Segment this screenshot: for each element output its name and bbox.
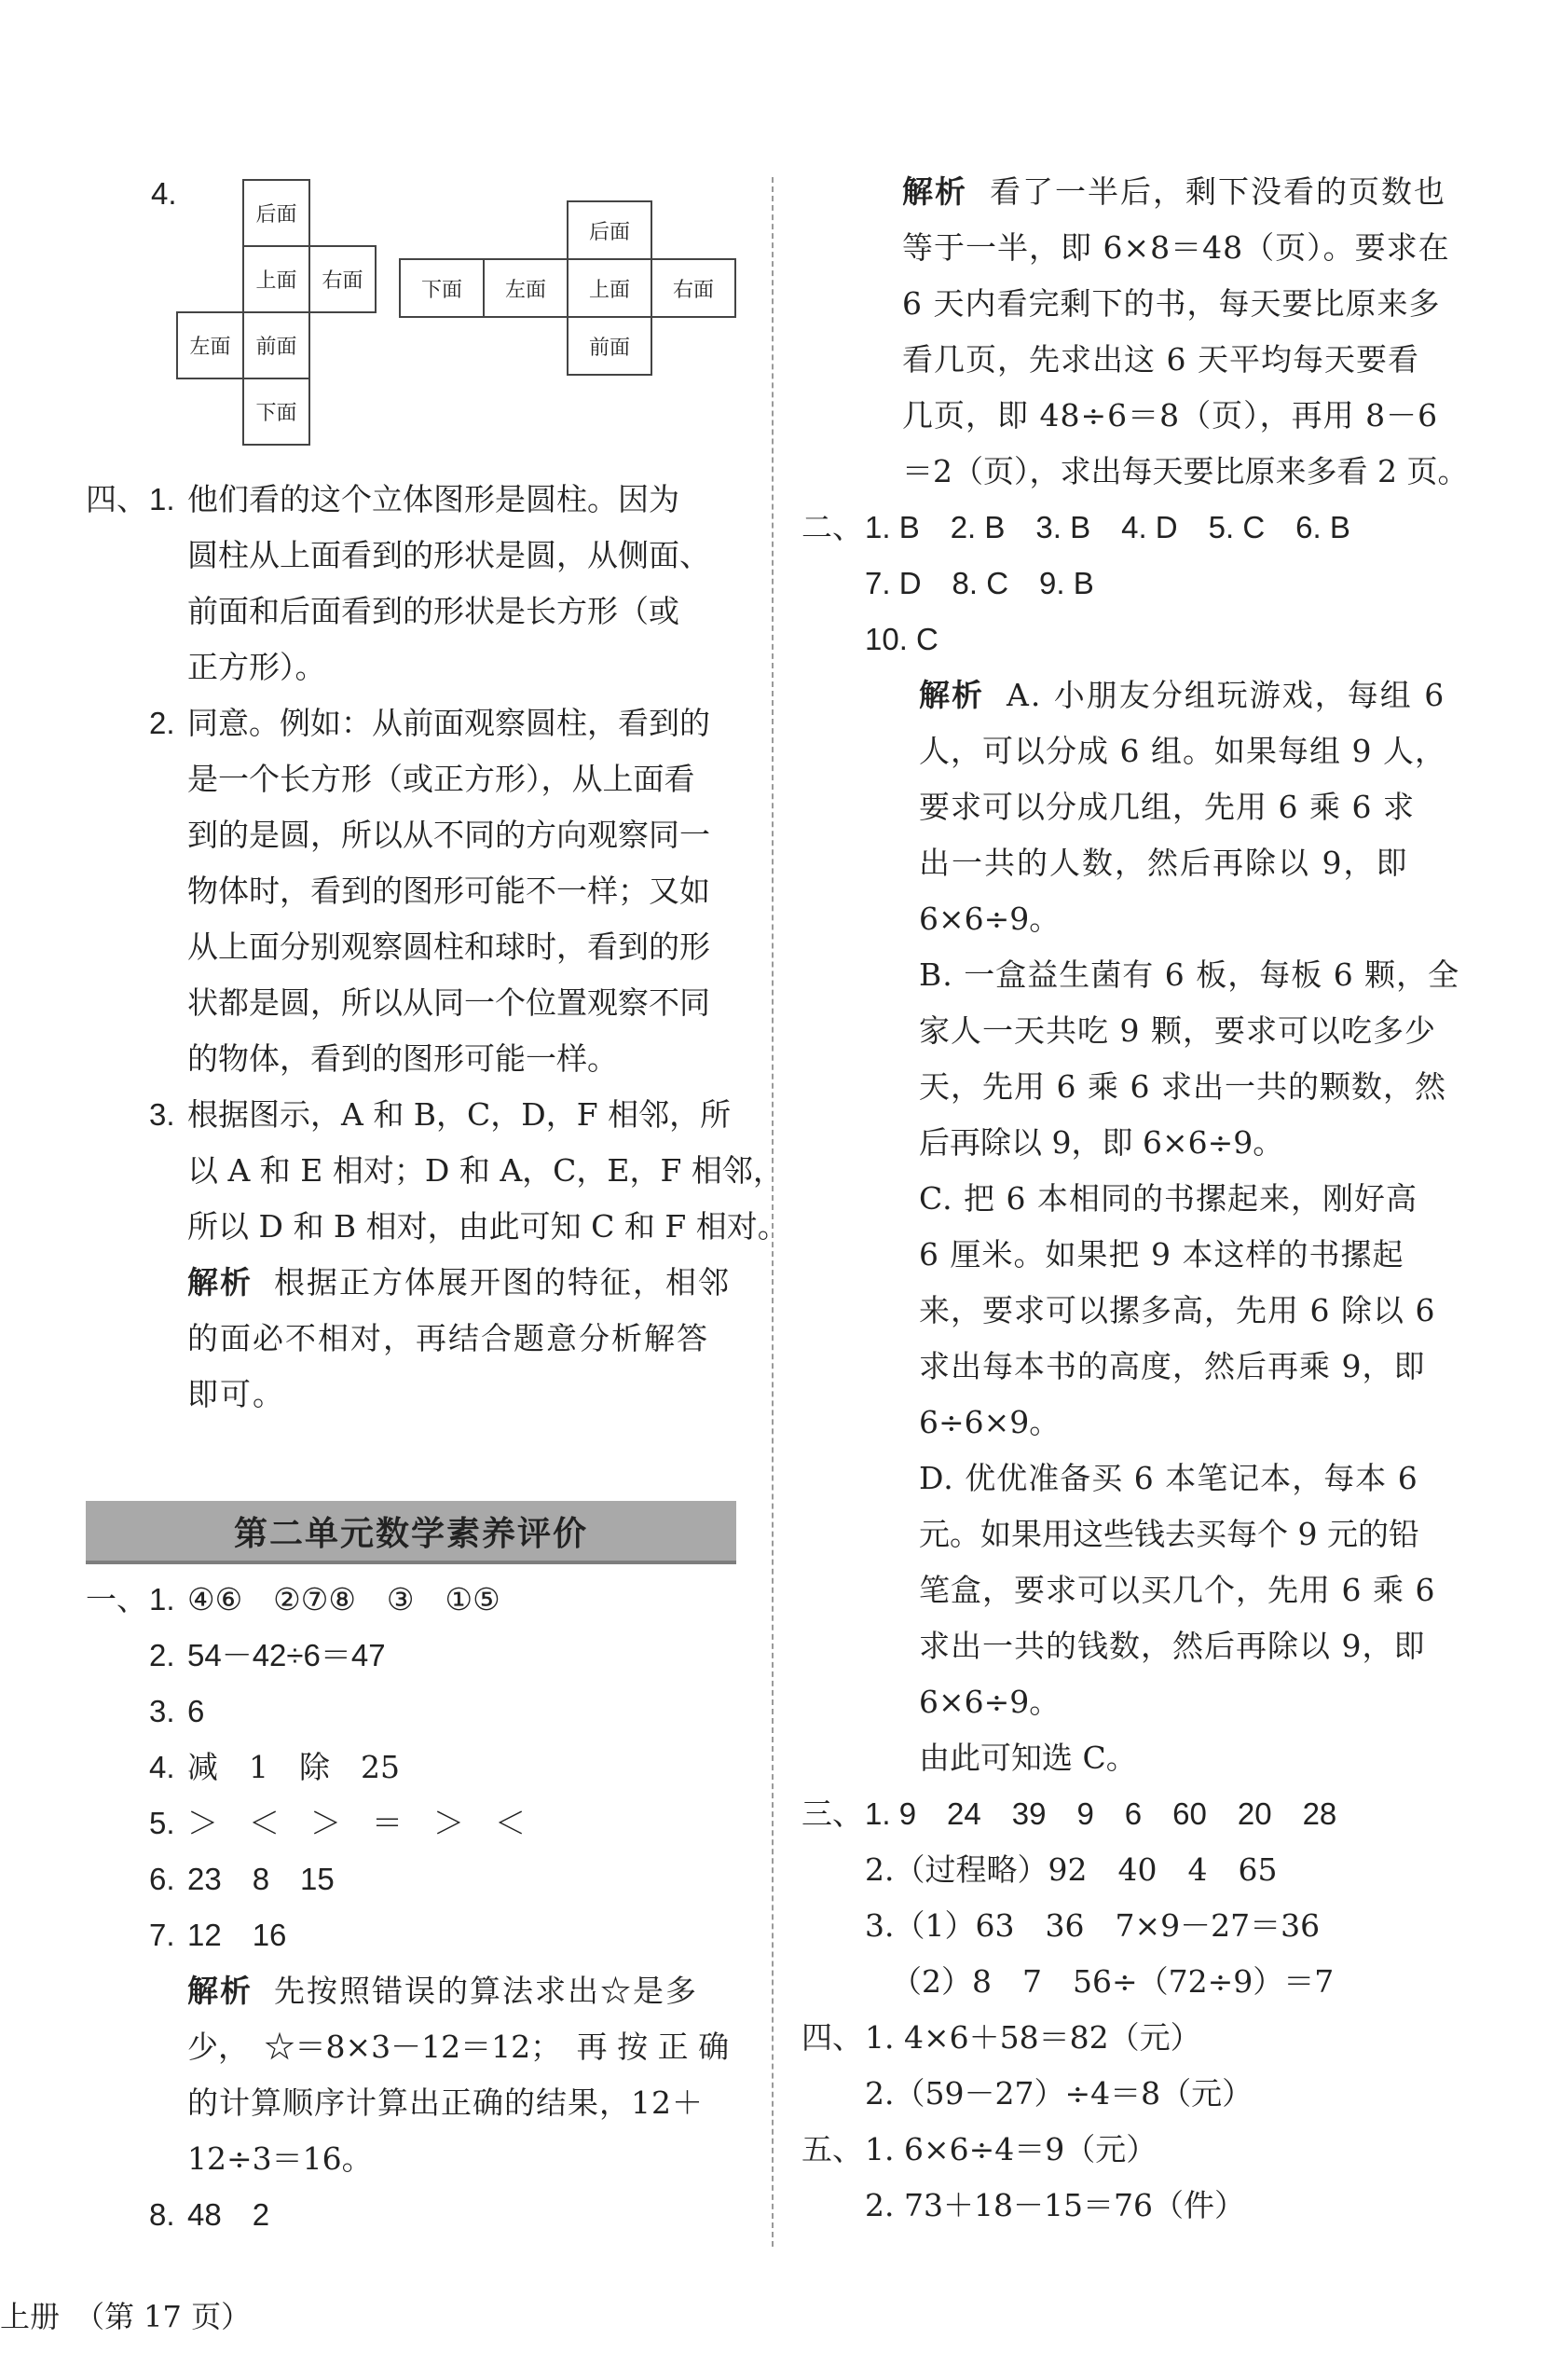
top-jx-line1: 看了一半后，剩下没看的页数也 xyxy=(990,173,1446,210)
s2-jx-a4: 出一共的人数，然后再除以 9，即 xyxy=(919,845,1409,881)
q1-2-num: 2. xyxy=(149,1638,175,1672)
s4q1-line3: 前面和后面看到的形状是长方形（或 xyxy=(187,593,679,629)
net1-front: 前面 xyxy=(242,311,310,379)
s5-line1: 1. 6×6÷4＝9（元） xyxy=(865,2131,1158,2167)
s4q3-num: 3. xyxy=(149,1097,175,1132)
net1-bottom: 下面 xyxy=(242,378,310,446)
q1-2-answer: 54－42÷6＝47 xyxy=(187,1638,386,1672)
s2-jx-d5: 6×6÷9。 xyxy=(919,1684,1061,1720)
s3-line1: 1. 9 24 39 9 6 60 20 28 xyxy=(865,1796,1337,1831)
sec5-marker: 五、 xyxy=(801,2131,863,2167)
s4q3-jx-line3: 即可。 xyxy=(187,1376,285,1412)
s4q2-line6: 状都是圆，所以从同一个位置观察不同 xyxy=(187,984,710,1021)
s4q1-line4: 正方形）。 xyxy=(187,649,326,685)
q1-8-num: 8. xyxy=(149,2197,175,2232)
s4q3-line2: 以 A 和 E 相对；D 和 A，C，E，F 相邻， xyxy=(187,1152,784,1189)
top-jx-line5: 几页，即 48÷6＝8（页），再用 8－6 xyxy=(902,397,1439,433)
s2-jx-a3: 要求可以分成几组，先用 6 乘 6 求 xyxy=(919,789,1415,825)
net2-upper: 上面 xyxy=(567,258,652,318)
s4q2-line4: 物体时，看到的图形可能不一样；又如 xyxy=(187,873,710,909)
sec4-right-marker: 四、 xyxy=(801,2019,863,2056)
net1-right: 右面 xyxy=(308,245,377,313)
s2-line1: 1. B 2. B 3. B 4. D 5. C 6. B xyxy=(865,510,1350,544)
s4q2-line5: 从上面分别观察圆柱和球时，看到的形 xyxy=(187,929,710,965)
q4-label: 4. xyxy=(151,176,177,211)
s2-jx-b4: 后再除以 9，即 6×6÷9。 xyxy=(919,1124,1284,1161)
s2-jx-d3: 笔盒，要求可以买几个，先用 6 乘 6 xyxy=(919,1572,1436,1608)
s2-jx-a1: A. 小朋友分组玩游戏，每组 6 xyxy=(1007,677,1446,713)
column-divider xyxy=(772,177,774,2247)
net1-back: 后面 xyxy=(242,179,310,247)
s4q2-line7: 的物体，看到的图形可能一样。 xyxy=(187,1040,618,1077)
q1-6-answer: 23 8 15 xyxy=(187,1862,335,1896)
q1-5-answer: ＞ ＜ ＞ ＝ ＞ ＜ xyxy=(187,1805,526,1841)
sec4-marker: 四、 xyxy=(86,481,147,517)
s2-jx-c4: 求出每本书的高度，然后再乘 9，即 xyxy=(919,1348,1426,1384)
q1-1-answer: ④⑥ ②⑦⑧ ③ ①⑤ xyxy=(187,1581,500,1617)
net2-left: 左面 xyxy=(483,258,569,318)
net2-down: 下面 xyxy=(399,258,485,318)
net1-left: 左面 xyxy=(176,311,244,379)
q1-4-num: 4. xyxy=(149,1750,175,1784)
sec3-marker: 三、 xyxy=(801,1795,863,1832)
s2-line3: 10. C xyxy=(865,622,938,656)
q1-3-answer: 6 xyxy=(187,1694,205,1728)
s2-jx-a2: 人，可以分成 6 组。如果每组 9 人， xyxy=(919,733,1446,769)
page-footer: 上册 （第 17 页） xyxy=(0,2299,252,2334)
s5-line2: 2. 73＋18－15＝76（件） xyxy=(865,2187,1245,2223)
top-jiexi-tag: 解析 xyxy=(902,173,967,210)
s4q1-line1: 他们看的这个立体图形是圆柱。因为 xyxy=(187,481,679,517)
s2-jx-d1: D. 优优准备买 6 本笔记本，每本 6 xyxy=(919,1460,1418,1496)
net2-right: 右面 xyxy=(651,258,736,318)
s2-jx-c1: C. 把 6 本相同的书摞起来，刚好高 xyxy=(919,1180,1418,1217)
s4-right-line2: 2.（59－27）÷4＝8（元） xyxy=(865,2075,1253,2112)
q1-3-num: 3. xyxy=(149,1694,175,1728)
s3-line3: 3.（1）63 36 7×9－27＝36 xyxy=(865,1907,1321,1944)
s4q3-jx-line2: 的面必不相对，再结合题意分析解答 xyxy=(187,1320,709,1356)
q1-7-answer: 12 16 xyxy=(187,1918,287,1952)
unit-title-banner: 第二单元数学素养评价 xyxy=(86,1501,736,1564)
q1-7-jx-line2: 少， ☆＝8×3－12＝12； 再 按 正 确 xyxy=(187,2029,730,2065)
top-jx-line6: ＝2（页），求出每天要比原来多看 2 页。 xyxy=(902,453,1469,489)
top-jx-line2: 等于一半，即 6×8＝48（页）。要求在 xyxy=(902,229,1450,266)
s2-jx-c5: 6÷6×9。 xyxy=(919,1404,1061,1440)
s4q3-line1: 根据图示，A 和 B，C，D，F 相邻，所 xyxy=(187,1096,732,1133)
top-jx-line4: 看几页，先求出这 6 天平均每天要看 xyxy=(902,341,1419,378)
s3-line4: （2）8 7 56÷（72÷9）＝7 xyxy=(891,1963,1335,2000)
s2-jx-d4: 求出一共的钱数，然后再除以 9，即 xyxy=(919,1628,1426,1664)
net1-upper: 上面 xyxy=(242,245,310,313)
q1-5-num: 5. xyxy=(149,1806,175,1840)
s2-jx-a5: 6×6÷9。 xyxy=(919,901,1061,937)
s4-right-line1: 1. 4×6＋58＝82（元） xyxy=(865,2019,1201,2056)
top-jx-line3: 6 天内看完剩下的书，每天要比原来多 xyxy=(902,285,1441,322)
q1-6-num: 6. xyxy=(149,1862,175,1896)
sec2-marker: 二、 xyxy=(801,509,863,545)
net2-front: 前面 xyxy=(567,316,652,376)
s2-jx-b2: 家人一天共吃 9 颗，要求可以吃多少 xyxy=(919,1012,1436,1049)
q1-7-jx-line1: 先按照错误的算法求出☆是多 xyxy=(274,1973,698,2009)
s4q2-line2: 是一个长方形（或正方形），从上面看 xyxy=(187,761,695,797)
s4q2-line3: 到的是圆，所以从不同的方向观察同一 xyxy=(187,817,710,853)
s2-jx-b3: 天，先用 6 乘 6 求出一共的颗数，然 xyxy=(919,1068,1446,1105)
s4q2-line1: 同意。例如：从前面观察圆柱，看到的 xyxy=(187,705,710,741)
net2-back: 后面 xyxy=(567,200,652,260)
s4q3-jx-line1: 根据正方体展开图的特征，相邻 xyxy=(274,1264,731,1300)
s2-jx-d2: 元。如果用这些钱去买每个 9 元的铅 xyxy=(919,1516,1419,1552)
q1-7-jiexi-tag: 解析 xyxy=(187,1973,253,2009)
s3-line2: 2.（过程略）92 40 4 65 xyxy=(865,1851,1278,1888)
s2-jx-b1: B. 一盒益生菌有 6 板，每板 6 颗，全 xyxy=(919,956,1460,993)
s4q3-line3: 所以 D 和 B 相对，由此可知 C 和 F 相对。 xyxy=(187,1208,788,1245)
q1-4-answer: 减 1 除 25 xyxy=(187,1749,400,1785)
s2-jx-c2: 6 厘米。如果把 9 本这样的书摞起 xyxy=(919,1236,1404,1273)
q1-7-jx-line3: 的计算顺序计算出正确的结果，12＋ xyxy=(187,2084,704,2121)
s4q3-jiexi-tag: 解析 xyxy=(187,1264,253,1300)
s2-jiexi-tag: 解析 xyxy=(919,677,984,713)
q1-8-answer: 48 2 xyxy=(187,2197,270,2232)
s2-line2: 7. D 8. C 9. B xyxy=(865,566,1094,600)
q1-7-num: 7. xyxy=(149,1918,175,1952)
s2-jx-c3: 来，要求可以摞多高，先用 6 除以 6 xyxy=(919,1292,1436,1328)
s4q2-num: 2. xyxy=(149,706,175,740)
s4q1-num: 1. xyxy=(149,482,175,516)
q1-7-jx-line4: 12÷3＝16。 xyxy=(187,2140,373,2177)
sec1-marker: 一、 xyxy=(86,1581,147,1617)
s2-jx-end: 由此可知选 C。 xyxy=(919,1740,1137,1776)
q1-1-num: 1. xyxy=(149,1582,175,1616)
s4q1-line2: 圆柱从上面看到的形状是圆，从侧面、 xyxy=(187,537,710,573)
